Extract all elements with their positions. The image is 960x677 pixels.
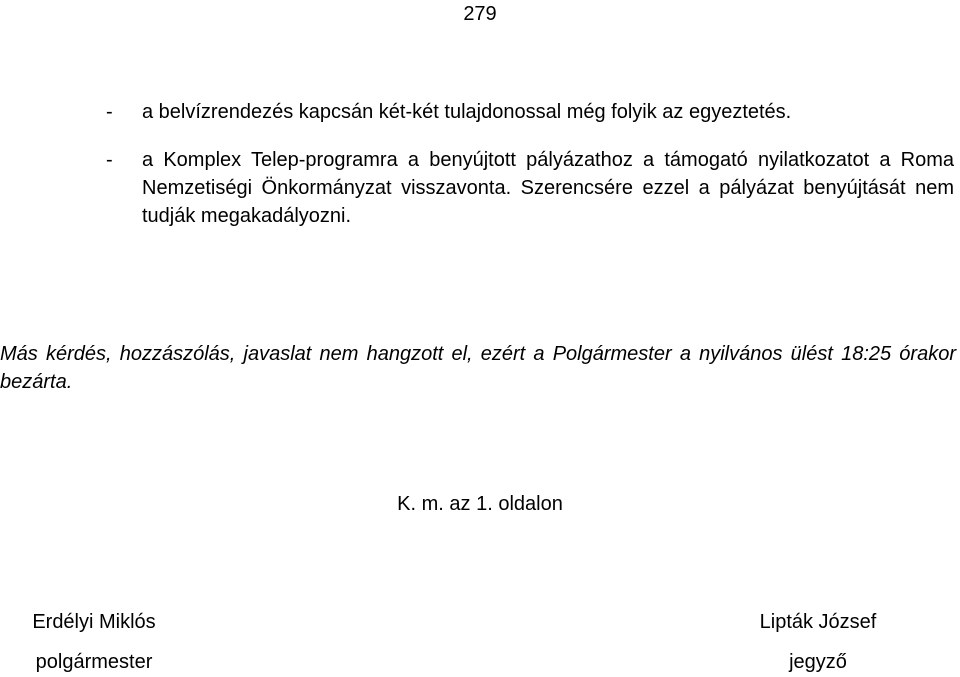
signature-block-notary xyxy=(744,608,892,676)
list-item-text: a Komplex Telep-programra a benyújtott pályázathoz a támogató nyilatkozatot a Roma Nemzetiségi Önkormányzat visszavonta. Szerencsére ezzel a pályázat benyújtását nem tudják megakadályozni. xyxy=(142,149,954,227)
list-item xyxy=(106,146,960,230)
closing-paragraph: Más kérdés, hozzászólás, javaslat nem hangzott el, ezért a Polgármester a nyilvános ülést 18:25 órakor bezárta. xyxy=(0,343,956,393)
signature-name: Erdélyi Miklós xyxy=(32,611,156,633)
signature-block-mayor xyxy=(18,608,170,676)
list-item xyxy=(106,98,960,126)
page-number: 279 xyxy=(463,3,497,25)
signature-name: Lipták József xyxy=(759,611,877,633)
continued-note: K. m. az 1. oldalon xyxy=(397,493,563,515)
list-item-text: a belvízrendezés kapcsán két-két tulajdonossal még folyik az egyeztetés. xyxy=(142,101,792,123)
list-item-dash: - xyxy=(106,101,113,123)
signature-role: polgármester xyxy=(35,651,153,673)
list-item-dash: - xyxy=(106,149,113,171)
signature-role: jegyző xyxy=(789,651,847,673)
